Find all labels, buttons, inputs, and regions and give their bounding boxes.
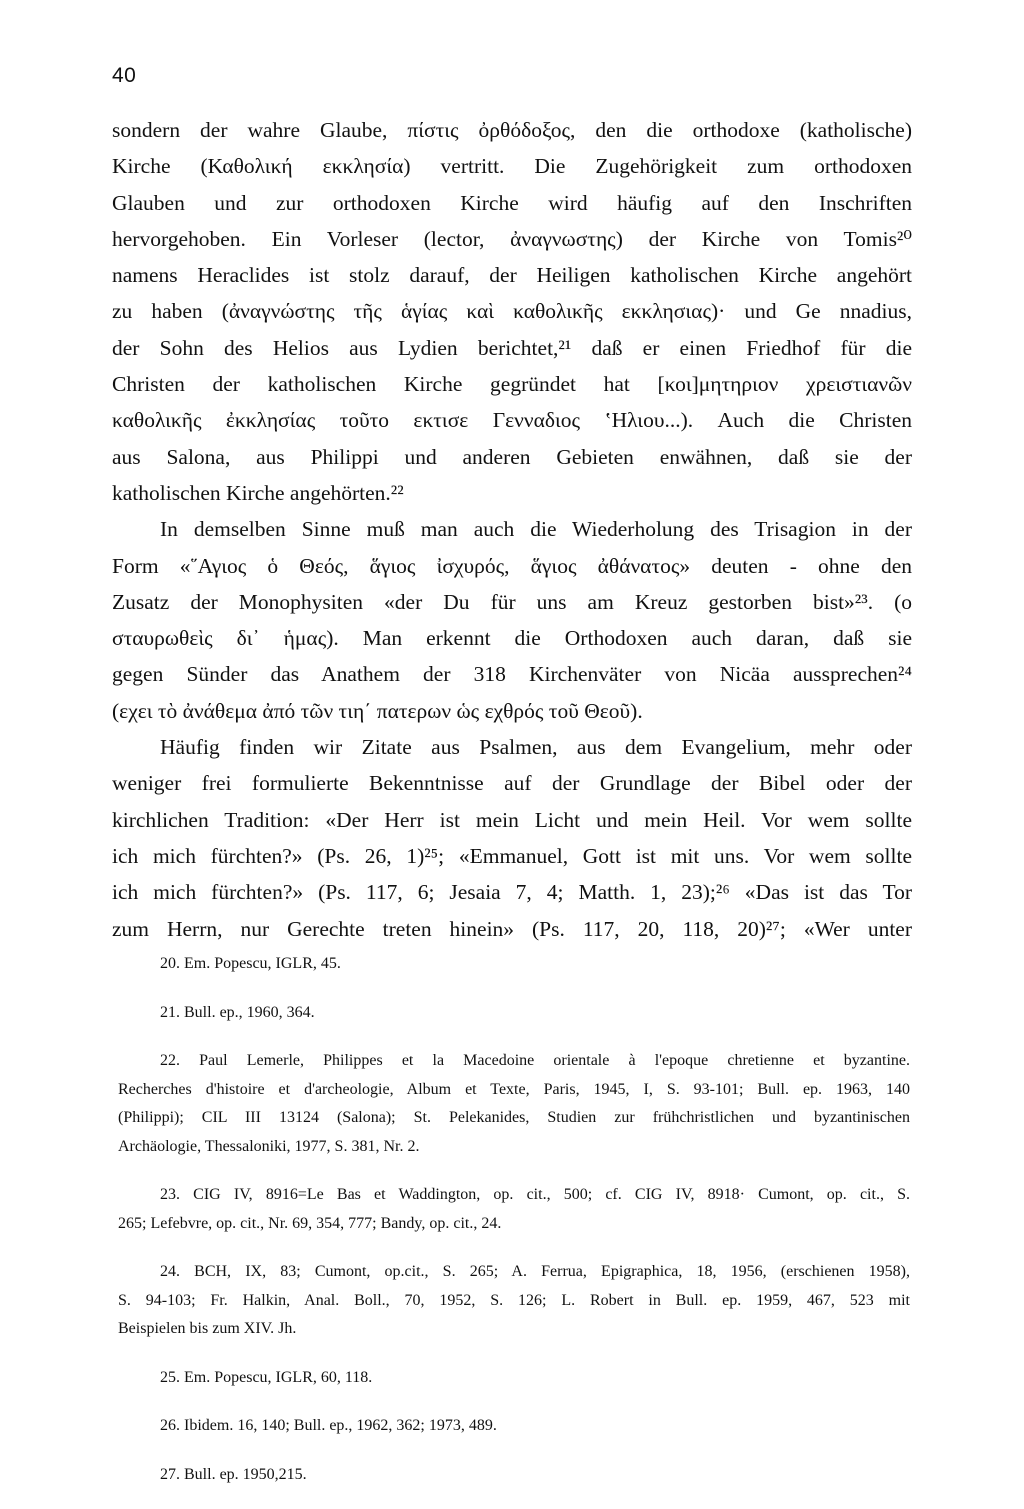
footnote [118,999,910,1028]
footnote [118,1181,910,1238]
text-line: Zusatz der Monophysiten «der Du für uns am Kreuz gestorben bist»²³. (ο [112,589,912,614]
footnote-line: 24. BCH, IX, 83; Cumont, op.cit., S. 265; A. Ferrua, Epigraphica, 18, 1956, (erschienen 1958), [160,1263,910,1280]
text-line: zu haben (ἀναγνώστης τῆς ἁγίας καὶ καθολικῆς εκκλησιας)· und Ge nnadius, [112,299,912,324]
text-line: weniger frei formulierte Bekenntnisse auf der Grundlage der Bibel oder der [112,771,912,796]
text-line: καθολικῆς ἐκκλησίας τοῦτο εκτισε Γενναδιος ʽΗλιου...). Auch die Christen [112,408,912,433]
footnotes [118,950,910,1509]
footnote-line: (Philippi); CIL III 13124 (Salona); St. Pelekanides, Studien zur frühchristlichen und byzantinischen [118,1109,910,1126]
text-line: ich mich fürchten?» (Ps. 117, 6; Jesaia 7, 4; Matth. 1, 23);²⁶ «Das ist das Tor [112,880,912,905]
footnote-line: 27. Bull. ep. 1950,215. [160,1465,307,1483]
text-line: Glauben und zur orthodoxen Kirche wird häufig auf den Inschriften [112,190,912,215]
text-line: Kirche (Καθολική εκκλησία) vertritt. Die Zugehörigkeit zum orthodoxen [112,154,912,179]
text-line: ich mich fürchten?» (Ps. 26, 1)²⁵; «Emmanuel, Gott ist mit uns. Vor wem sollte [112,843,912,868]
text-line: Form «῞Αγιος ὁ Θεός, ἅγιος ἰσχυρός, ἅγιος ἀθάνατος» deuten - ohne den [112,553,912,578]
text-line: namens Heraclides ist stolz darauf, der Heiligen katholischen Kirche angehört [112,263,912,288]
text-line: σταυρωθεὶς δι᾽ ἡμας). Man erkennt die Orthodoxen auch daran, daß sie [112,626,912,651]
footnote-line: Recherches d'histoire et d'archeologie, Album et Texte, Paris, 1945, I, S. 93-101; Bull. ep. 1963, 140 [118,1080,910,1098]
footnote [118,1047,910,1161]
footnote-line: 21. Bull. ep., 1960, 364. [160,1003,315,1021]
text-line: Häufig finden wir Zitate aus Psalmen, aus dem Evangelium, mehr oder [160,735,912,760]
text-line: zum Herrn, nur Gerechte treten hinein» (Ps. 117, 20, 118, 20)²⁷; «Wer unter [112,916,912,941]
text-line: In demselben Sinne muß man auch die Wiederholung des Trisagion in der [160,517,912,542]
text-line: der Sohn des Helios aus Lydien berichtet,²¹ daß er einen Friedhof für die [112,335,912,360]
text-line: kirchlichen Tradition: «Der Herr ist mein Licht und mein Heil. Vor wem sollte [112,807,912,832]
text-line: sondern der wahre Glaube, πίστις ὀρθόδοξος, den die orthodoxe (katholische) [112,118,912,142]
footnote-line: Archäologie, Thessaloniki, 1977, S. 381, Nr. 2. [118,1137,420,1155]
text-line: katholischen Kirche angehörten.²² [112,480,404,505]
main-text [112,112,912,947]
footnote-line: 20. Em. Popescu, IGLR, 45. [160,955,341,972]
text-line: hervorgehoben. Ein Vorleser (lector, ἀναγνωστης) der Kirche von Tomis²⁰ [112,226,912,251]
footnote [118,1364,910,1393]
footnote-line: 26. Ibidem. 16, 140; Bull. ep., 1962, 362; 1973, 489. [160,1417,497,1434]
footnote-line: S. 94-103; Fr. Halkin, Anal. Boll., 70, 1952, S. 126; L. Robert in Bull. ep. 1959, 467, 523 mit [118,1291,910,1309]
footnote [118,1412,910,1441]
footnote [118,1461,910,1490]
footnote-line: 23. CIG IV, 8916=Le Bas et Waddington, op. cit., 500; cf. CIG IV, 8918· Cumont, op. cit., S. [160,1186,910,1203]
page-number: 40 [112,64,137,87]
footnote [118,950,910,979]
text-line: gegen Sünder das Anathem der 318 Kirchenväter von Nicäa aussprechen²⁴ [112,662,912,687]
footnote-line: 25. Em. Popescu, IGLR, 60, 118. [160,1368,373,1386]
text-line: aus Salona, aus Philippi und anderen Gebieten enwähnen, daß sie der [112,444,912,469]
text-line: (εχει τὸ ἀνάθεμα ἀπό τῶν τιη΄ πατερων ὡς εχθρός τοῦ Θεοῦ). [112,698,643,723]
footnote-line: 265; Lefebvre, op. cit., Nr. 69, 354, 777; Bandy, op. cit., 24. [118,1214,502,1232]
text-line: Christen der katholischen Kirche gegründet hat [κοι]μητηριον χρειστιανῶν [112,372,912,397]
footnote-line: Beispielen bis zum XIV. Jh. [118,1320,297,1337]
footnote-line: 22. Paul Lemerle, Philippes et la Macedoine orientale à l'epoque chretienne et byzantine. [160,1052,910,1069]
footnote [118,1258,910,1344]
